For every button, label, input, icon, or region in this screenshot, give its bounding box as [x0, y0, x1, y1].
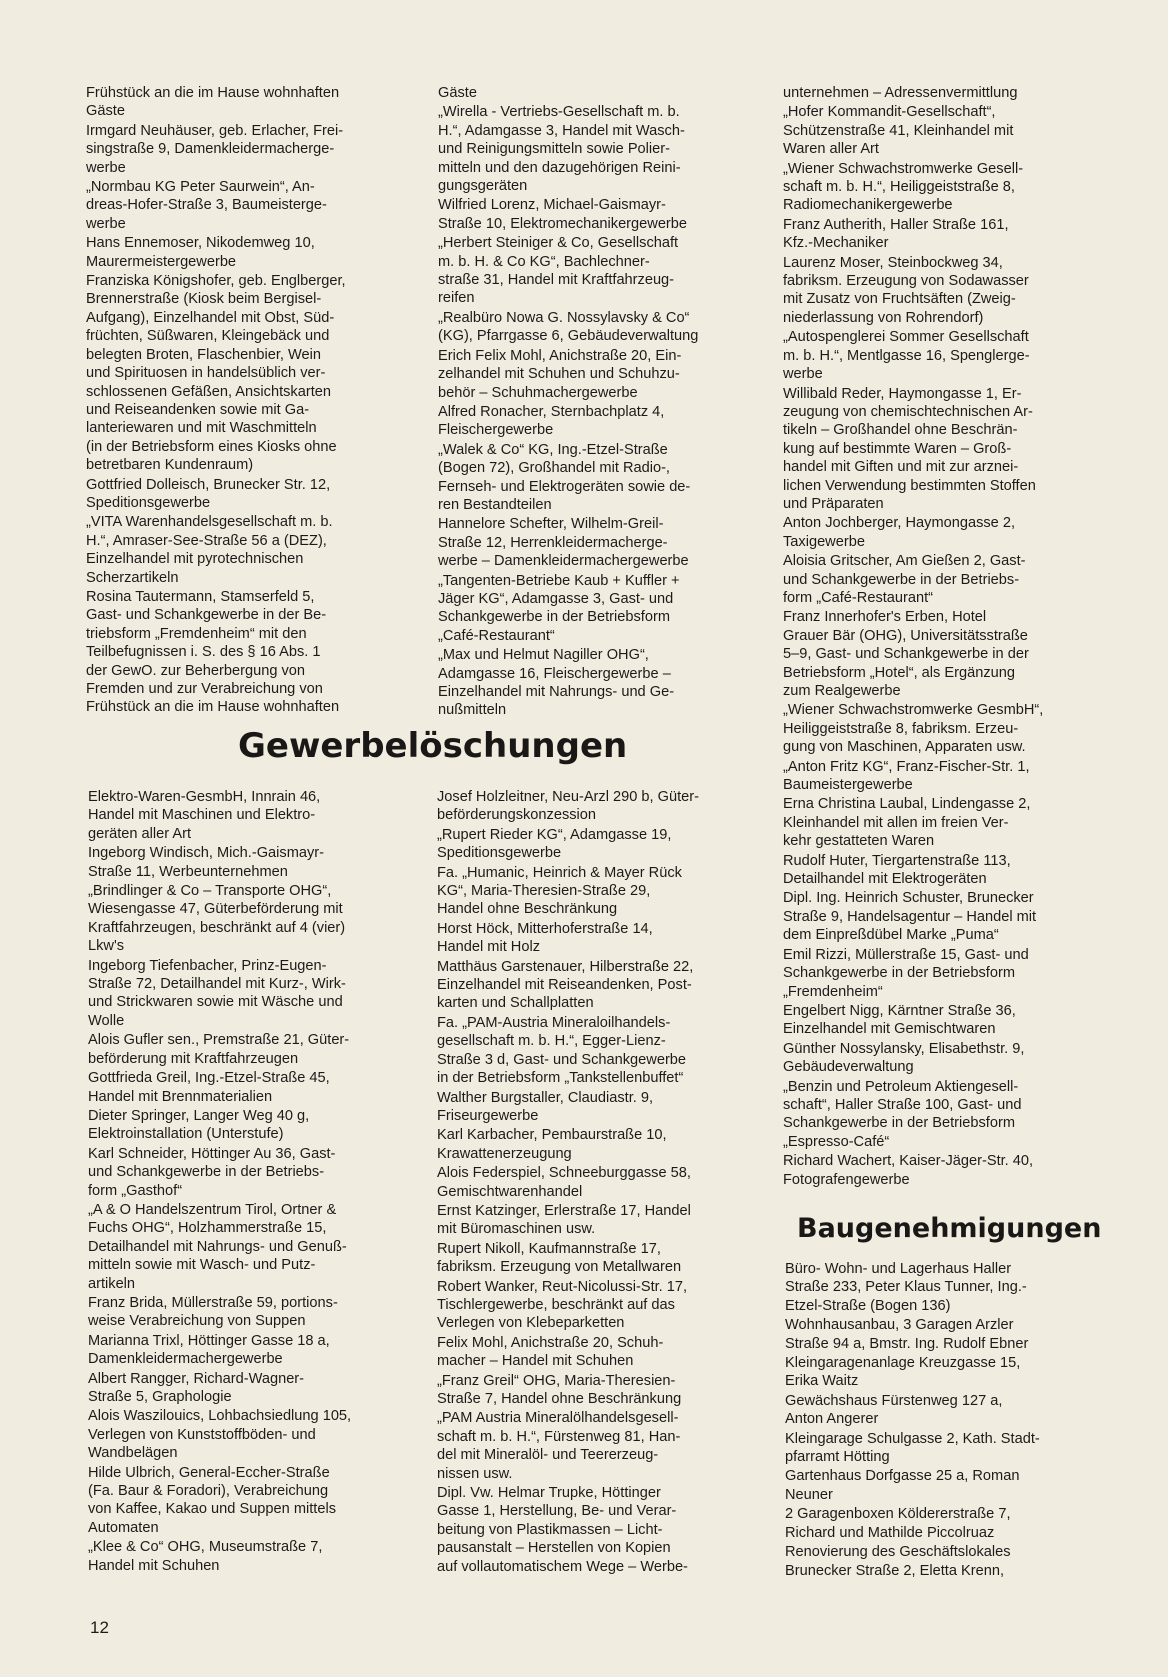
entry: Kleingaragenanlage Kreuzgasse 15, Erika Waitz [785, 1355, 1021, 1390]
entry: „Autospenglerei Sommer Gesellschaft m. b. H.“, Mentlgasse 16, Spenglerge- werbe [783, 329, 1030, 383]
baugenehmigungen-column [785, 1260, 1115, 1581]
entry: Gartenhaus Dorfgasse 25 a, Roman Neuner [785, 1468, 1020, 1503]
entry: „PAM Austria Mineralölhandelsgesell- schaft m. b. H.“, Fürstenweg 81, Han- del mit Mineralöl- und Teererzeug- nissen usw. [437, 1410, 681, 1482]
entry: Franz Autherith, Haller Straße 161, Kfz.-Mechaniker [783, 216, 1009, 252]
entry: „Normbau KG Peter Saurwein“, An- dreas-Hofer-Straße 3, Baumeisterge- werbe [86, 179, 327, 232]
right-column [783, 84, 1113, 1190]
entry: Elektro-Waren-GesmbH, Innrain 46, Handel mit Maschinen und Elektro- geräten aller Art [88, 789, 321, 842]
entry: Dieter Springer, Langer Weg 40 g, Elektroinstallation (Unterstufe) [88, 1107, 310, 1143]
entry: Richard Wachert, Kaiser-Jäger-Str. 40, Fotografengewerbe [783, 1153, 1034, 1188]
entry: Willibald Reder, Haymongasse 1, Er- zeugung von chemischtechnischen Ar- tikeln – Großhandel ohne Beschrän- kung auf bestimmte Waren – Groß- handel mit Giften und mit zur arznei- lichen Verwendung bestimmten Stoffen und Präparaten [783, 385, 1036, 512]
loeschungen-column-2 [437, 788, 769, 1577]
entry: „Franz Greil“ OHG, Maria-Theresien- Straße 7, Handel ohne Beschränkung [437, 1372, 682, 1407]
entry: Albert Rangger, Richard-Wagner- Straße 5, Graphologie [88, 1370, 305, 1405]
entry: „Wiener Schwachstromwerke GesmbH“, Heiliggeiststraße 8, fabriksm. Erzeu- gung von Maschinen, Apparaten usw. [783, 702, 1044, 756]
entry: „Hofer Kommandit-Gesellschaft“, Schützenstraße 41, Kleinhandel mit Waren aller Art [783, 104, 1014, 158]
top-column-1 [86, 84, 416, 718]
entry: Wilfried Lorenz, Michael-Gaismayr- Straße 10, Elektromechanikergewerbe [438, 197, 688, 232]
entry: Laurenz Moser, Steinbockweg 34, fabriksm. Erzeugung von Sodawasser mit Zusatz von Fruchtsäften (Zweig- niederlassung von Rohrendorf) [783, 254, 1029, 326]
entry: „Anton Fritz KG“, Franz-Fischer-Str. 1, Baumeistergewerbe [783, 758, 1030, 794]
entry: Franziska Königshofer, geb. Englberger, Brennerstraße (Kiosk beim Bergisel- Aufgang), Einzelhandel mit Obst, Süd- früchten, Süßwaren, Kleingebäck und belegten Broten, Flaschenbier, Wein und Spirituosen in handelsüblich ver- schlossenen Gefäßen, Ansichtskarten und Reiseandenken sowie mit Ga- lanteriewaren und mit Waschmitteln (in der Betriebsform eines Kiosks ohne betretbaren Kundenraum) [86, 273, 346, 474]
page-number: 12 [90, 1618, 109, 1637]
entry: Erna Christina Laubal, Lindengasse 2, Kleinhandel mit allen im freien Ver- kehr gestatteten Waren [783, 796, 1031, 850]
entry: „VITA Warenhandelsgesellschaft m. b. H.“, Amraser-See-Straße 56 a (DEZ), Einzelhandel mit pyrotechnischen Scherzartikeln [86, 514, 333, 586]
entry: Fa. „Humanic, Heinrich & Mayer Rück KG“, Maria-Theresien-Straße 29, Handel ohne Beschränkung [437, 864, 682, 918]
entry: Alois Federspiel, Schneeburggasse 58, Gemischtwarenhandel [437, 1165, 691, 1200]
entry: unternehmen – Adressenvermittlung [783, 85, 1018, 101]
entry: Karl Karbacher, Pembaurstraße 10, Krawattenerzeugung [437, 1127, 667, 1162]
top-column-2 [438, 84, 770, 721]
entry: „Wirella - Vertriebs-Gesellschaft m. b. H.“, Adamgasse 3, Handel mit Wasch- und Reinigungsmitteln sowie Polier- mitteln und den dazugehörigen Reini- gungsgeräten [438, 104, 685, 195]
entry: Wohnhausanbau, 3 Garagen Arzler Straße 94 a, Bmstr. Ing. Rudolf Ebner [785, 1317, 1029, 1352]
entry: Dipl. Ing. Heinrich Schuster, Brunecker Straße 9, Handelsagentur – Handel mit dem Einpreßdübel Marke „Puma“ [783, 890, 1037, 944]
entry: „Max und Helmut Nagiller OHG“, Adamgasse 16, Fleischergewerbe – Einzelhandel mit Nahrungs- und Ge- nußmitteln [438, 647, 675, 719]
entry: Alfred Ronacher, Sternbachplatz 4, Fleischergewerbe [438, 403, 665, 439]
entry: Hans Ennemoser, Nikodemweg 10, Maurermeistergewerbe [86, 235, 315, 270]
entry: Alois Gufler sen., Premstraße 21, Güter- beförderung mit Kraftfahrzeugen [88, 1032, 350, 1067]
entry: „Realbüro Nowa G. Nossylavsky & Co“ (KG), Pfarrgasse 6, Gebäudeverwaltung [438, 309, 699, 345]
entry: Marianna Trixl, Höttinger Gasse 18 a, Damenkleidermachergewerbe [88, 1332, 330, 1368]
entry: Walther Burgstaller, Claudiastr. 9, Friseurgewerbe [437, 1089, 654, 1124]
entry: Ernst Katzinger, Erlerstraße 17, Handel mit Büromaschinen usw. [437, 1202, 691, 1238]
entry: Franz Innerhofer's Erben, Hotel Grauer Bär (OHG), Universitätsstraße 5–9, Gast- und Schankgewerbe in der Betriebsform „Hotel“, als Ergänzung zum Realgewerbe [783, 609, 1029, 699]
entry: Erich Felix Mohl, Anichstraße 20, Ein- zelhandel mit Schuhen und Schuhzu- behör – Schuhmachergewerbe [438, 347, 682, 401]
entry: Anton Jochberger, Haymongasse 2, Taxigewerbe [783, 515, 1016, 550]
entry: „Wiener Schwachstromwerke Gesell- schaft m. b. H.“, Heiliggeiststraße 8, Radiomechanikergewerbe [783, 160, 1024, 214]
entry: Günther Nossylansky, Elisabethstr. 9, Gebäudeverwaltung [783, 1040, 1025, 1076]
entry: Gottfried Dolleisch, Brunecker Str. 12, Speditionsgewerbe [86, 476, 331, 511]
entry: Robert Wanker, Reut-Nicolussi-Str. 17, Tischlergewerbe, beschränkt auf das Verlegen von Klebeparketten [437, 1278, 688, 1332]
entry: Matthäus Garstenauer, Hilberstraße 22, Einzelhandel mit Reiseandenken, Post- karten und Schallplatten [437, 958, 694, 1012]
entry: Emil Rizzi, Müllerstraße 15, Gast- und Schankgewerbe in der Betriebsform „Fremdenheim“ [783, 946, 1029, 1000]
baugenehmigungen-heading: Baugenehmigungen [797, 1213, 1102, 1244]
entry: „Tangenten-Betriebe Kaub + Kuffler + Jäger KG“, Adamgasse 3, Gast- und Schankgewerbe in der Betriebsform „Café-Restaurant“ [438, 572, 680, 644]
entry: Dipl. Vw. Helmar Trupke, Höttinger Gasse 1, Herstellung, Be- und Verar- beitung von Plastikmassen – Licht- pausanstalt – Herstellen von Kopien auf vollautomatischem Wege – Werbe- [437, 1485, 688, 1575]
entry: Josef Holzleitner, Neu-Arzl 290 b, Güter- beförderungskonzession [437, 789, 699, 824]
entry: Renovierung des Geschäftslokales Brunecker Straße 2, Eletta Krenn, [785, 1544, 1011, 1579]
entry: Aloisia Gritscher, Am Gießen 2, Gast- und Schankgewerbe in der Betriebs- form „Café-Restaurant“ [783, 553, 1026, 606]
entry: Ingeborg Windisch, Mich.-Gaismayr- Straße 11, Werbeunternehmen [88, 845, 325, 880]
entry: Franz Brida, Müllerstraße 59, portions- weise Verabreichung von Suppen [88, 1294, 338, 1330]
entry: Fa. „PAM-Austria Mineraloilhandels- gesellschaft m. b. H.“, Egger-Lienz- Straße 3 d, Gast- und Schankgewerbe in der Betriebsform „Tankstellenbuffet“ [437, 1014, 687, 1087]
entry: Engelbert Nigg, Kärntner Straße 36, Einzelhandel mit Gemischtwaren [783, 1002, 1016, 1038]
loeschungen-column-1 [88, 788, 418, 1576]
entry: „Klee & Co“ OHG, Museumstraße 7, Handel mit Schuhen [88, 1539, 323, 1574]
gewerbeloeschungen-heading: Gewerbelöschungen [238, 726, 628, 766]
entry: Rudolf Huter, Tiergartenstraße 113, Detailhandel mit Elektrogeräten [783, 852, 1011, 888]
entry: „Brindlinger & Co – Transporte OHG“, Wiesengasse 47, Güterbeförderung mit Kraftfahrzeugen, beschränkt auf 4 (vier) Lkw's [88, 883, 346, 955]
entry: 2 Garagenboxen Köldererstraße 7, Richard und Mathilde Piccolruaz [785, 1506, 1011, 1541]
entry: Büro- Wohn- und Lagerhaus Haller Straße 233, Peter Klaus Tunner, Ing.- Etzel-Straße (Bogen 136) [785, 1261, 1027, 1314]
entry: Hilde Ulbrich, General-Eccher-Straße (Fa. Baur & Foradori), Verabreichung von Kaffee, Kakao und Suppen mittels Automaten [88, 1464, 336, 1536]
entry: „Rupert Rieder KG“, Adamgasse 19, Speditionsgewerbe [437, 826, 672, 862]
entry: Gottfrieda Greil, Ing.-Etzel-Straße 45, Handel mit Brennmaterialien [88, 1070, 330, 1105]
entry: Rosina Tautermann, Stamserfeld 5, Gast- und Schankgewerbe in der Be- triebsform „Fremdenheim“ mit den Teilbefugnissen i. S. des § 16 Abs. 1 der GewO. zur Beherbergung von Fremden und zur Verabreichung von Frühstück an die im Hause wohnhaften [86, 588, 340, 716]
entry: Horst Höck, Mitterhoferstraße 14, Handel mit Holz [437, 920, 653, 956]
entry: Gäste [438, 85, 477, 101]
entry: Irmgard Neuhäuser, geb. Erlacher, Frei- singstraße 9, Damenkleidermacherge- werbe [86, 122, 344, 176]
entry: „Walek & Co“ KG, Ing.-Etzel-Straße (Bogen 72), Großhandel mit Radio-, Fernseh- und Elektrogeräten sowie de- ren Bestandteilen [438, 441, 691, 513]
entry: Karl Schneider, Höttinger Au 36, Gast- und Schankgewerbe in der Betriebs- form „Gasthof“ [88, 1145, 336, 1199]
entry: Kleingarage Schulgasse 2, Kath. Stadt- pfarramt Hötting [785, 1430, 1040, 1466]
entry: Gewächshaus Fürstenweg 127 a, Anton Angerer [785, 1392, 1003, 1428]
entry: Felix Mohl, Anichstraße 20, Schuh- macher – Handel mit Schuhen [437, 1334, 664, 1370]
entry: Rupert Nikoll, Kaufmannstraße 17, fabriksm. Erzeugung von Metallwaren [437, 1240, 682, 1276]
entry: „Benzin und Petroleum Aktiengesell- schaft“, Haller Straße 100, Gast- und Schankgewerbe in der Betriebsform „Espresso-Café“ [783, 1078, 1022, 1150]
entry: „A & O Handelszentrum Tirol, Ortner & Fuchs OHG“, Holzhammerstraße 15, Detailhandel mit Nahrungs- und Genuß- mitteln sowie mit Wasch- und Putz- artikeln [88, 1201, 347, 1292]
entry: Alois Waszilouics, Lohbachsiedlung 105, Verlegen von Kunststoffböden- und Wandbelägen [88, 1408, 352, 1462]
entry: Frühstück an die im Hause wohnhaften Gäste [86, 85, 340, 120]
entry: Ingeborg Tiefenbacher, Prinz-Eugen- Straße 72, Detailhandel mit Kurz-, Wirk- und Strickwaren sowie mit Wäsche und Wolle [88, 957, 346, 1029]
entry: „Herbert Steiniger & Co, Gesellschaft m. b. H. & Co KG“, Bachlechner- straße 31, Handel mit Kraftfahrzeug- reifen [438, 235, 679, 307]
entry: Hannelore Schefter, Wilhelm-Greil- Straße 12, Herrenkleidermacherge- werbe – Damenkleidermachergewerbe [438, 516, 689, 570]
